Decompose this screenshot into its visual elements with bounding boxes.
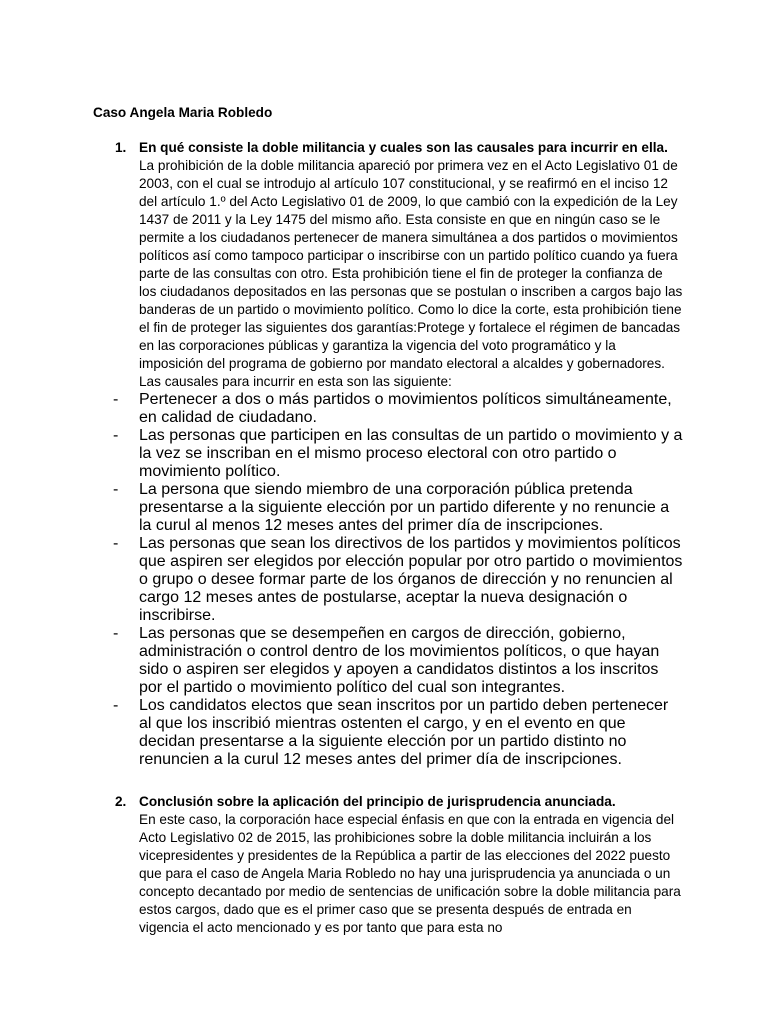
section-number: 1. — [115, 140, 127, 155]
section-body — [139, 157, 683, 391]
section-doble-militancia — [93, 139, 683, 769]
list-item-text: Las personas que se desempeñen en cargos de dirección, gobierno, administración o control dentro de los movimientos políticos, o que hayan sido o aspiren ser elegidos y apoyen a candidatos distintos a los inscritos por el partido o movimiento político del cual son integrantes. — [139, 625, 660, 696]
section-paragraph: La prohibición de la doble militancia apareció por primera vez en el Acto Legislativo 01 de 2003, con el cual se introdujo al artículo 107 constitucional, y se reafirmó en el inciso 12 del artículo 1.º del Acto Legislativo 01 de 2009, lo que cambió con la expedición de la Ley 1437 de 2011 y la Ley 1475 del mismo año. Esta consiste en que en ningún caso se le permite a los ciudadanos pertenecer de manera simultánea a dos partidos o movimientos políticos así como tampoco participar o inscribirse con un partido político cuando ya fuera parte de las consultas con otro. Esta prohibición tiene el fin de proteger la confianza de los ciudadanos depositados en las personas que se postulan o inscriben a cargos bajo las banderas de un partido o movimiento político. Como lo dice la corte, esta prohibición tiene el fin de proteger las siguientes dos garantías:Protege y fortalece el régimen de bancadas en las corporaciones públicas y garantiza la vigencia del voto programático y la imposición del programa de gobierno por mandato electoral a alcaldes y gobernadores. — [139, 158, 683, 371]
dash-bullet-icon: - — [113, 535, 119, 552]
section-paragraph: En este caso, la corporación hace especial énfasis en que con la entrada en vigencia del Acto Legislativo 02 de 2015, las prohibiciones sobre la doble militancia incluirán a los vicepresidentes y presidentes de la República a partir de las elecciones del 2022 puesto que para el caso de Angela Maria Robledo no hay una jurisprudencia ya anunciada o un concepto decantado por medio de sentencias de unificación sobre la doble militancia para estos cargos, dado que es el primer caso que se presenta después de entrada en vigencia el acto mencionado y es por tanto que para esta no — [139, 812, 681, 935]
list-item — [93, 697, 683, 769]
list-item-text: Los candidatos electos que sean inscritos por un partido deben pertenecer al que los inscribió mientras ostenten el cargo, y en el evento en que decidan presentarse a la siguiente elección por un partido distinto no renuncien a la curul 12 meses antes del primer día de inscripciones. — [139, 697, 669, 768]
list-item — [93, 391, 683, 427]
list-item-text: La persona que siendo miembro de una corporación pública pretenda presentarse a la siguiente elección por un partido diferente y no renuncie a la curul al menos 12 meses antes del primer día de inscripciones. — [139, 481, 670, 534]
section-heading — [93, 793, 683, 811]
section-heading — [93, 139, 683, 157]
section-jurisprudencia-anunciada — [93, 793, 683, 937]
document-title: Caso Angela Maria Robledo — [93, 105, 273, 120]
list-item — [93, 481, 683, 535]
section-number: 2. — [115, 794, 127, 809]
list-item — [93, 625, 683, 697]
dash-bullet-icon: - — [113, 391, 119, 408]
list-item-text: Las personas que sean los directivos de los partidos y movimientos políticos que aspiren ser elegidos por elección popular por otro partido o movimientos o grupo o desee formar parte de los órganos de dirección y no renuncien al cargo 12 meses antes de postularse, aceptar la nueva designación o inscribirse. — [139, 535, 683, 624]
list-intro: Las causales para incurrir en esta son las siguiente: — [139, 374, 452, 389]
list-item — [93, 427, 683, 481]
section-heading-text: En qué consiste la doble militancia y cuales son las causales para incurrir en ella. — [139, 140, 668, 155]
section-body — [139, 811, 683, 937]
section-heading-text: Conclusión sobre la aplicación del principio de jurisprudencia anunciada. — [139, 794, 616, 809]
dash-bullet-icon: - — [113, 625, 119, 642]
dash-bullet-icon: - — [113, 697, 119, 714]
list-item-text: Las personas que participen en las consultas de un partido o movimiento y a la vez se inscriban en el mismo proceso electoral con otro partido o movimiento político. — [139, 427, 683, 480]
causales-list — [93, 391, 683, 769]
dash-bullet-icon: - — [113, 427, 119, 444]
dash-bullet-icon: - — [113, 481, 119, 498]
list-item — [93, 535, 683, 625]
list-item-text: Pertenecer a dos o más partidos o movimientos políticos simultáneamente, en calidad de ciudadano. — [139, 391, 672, 426]
